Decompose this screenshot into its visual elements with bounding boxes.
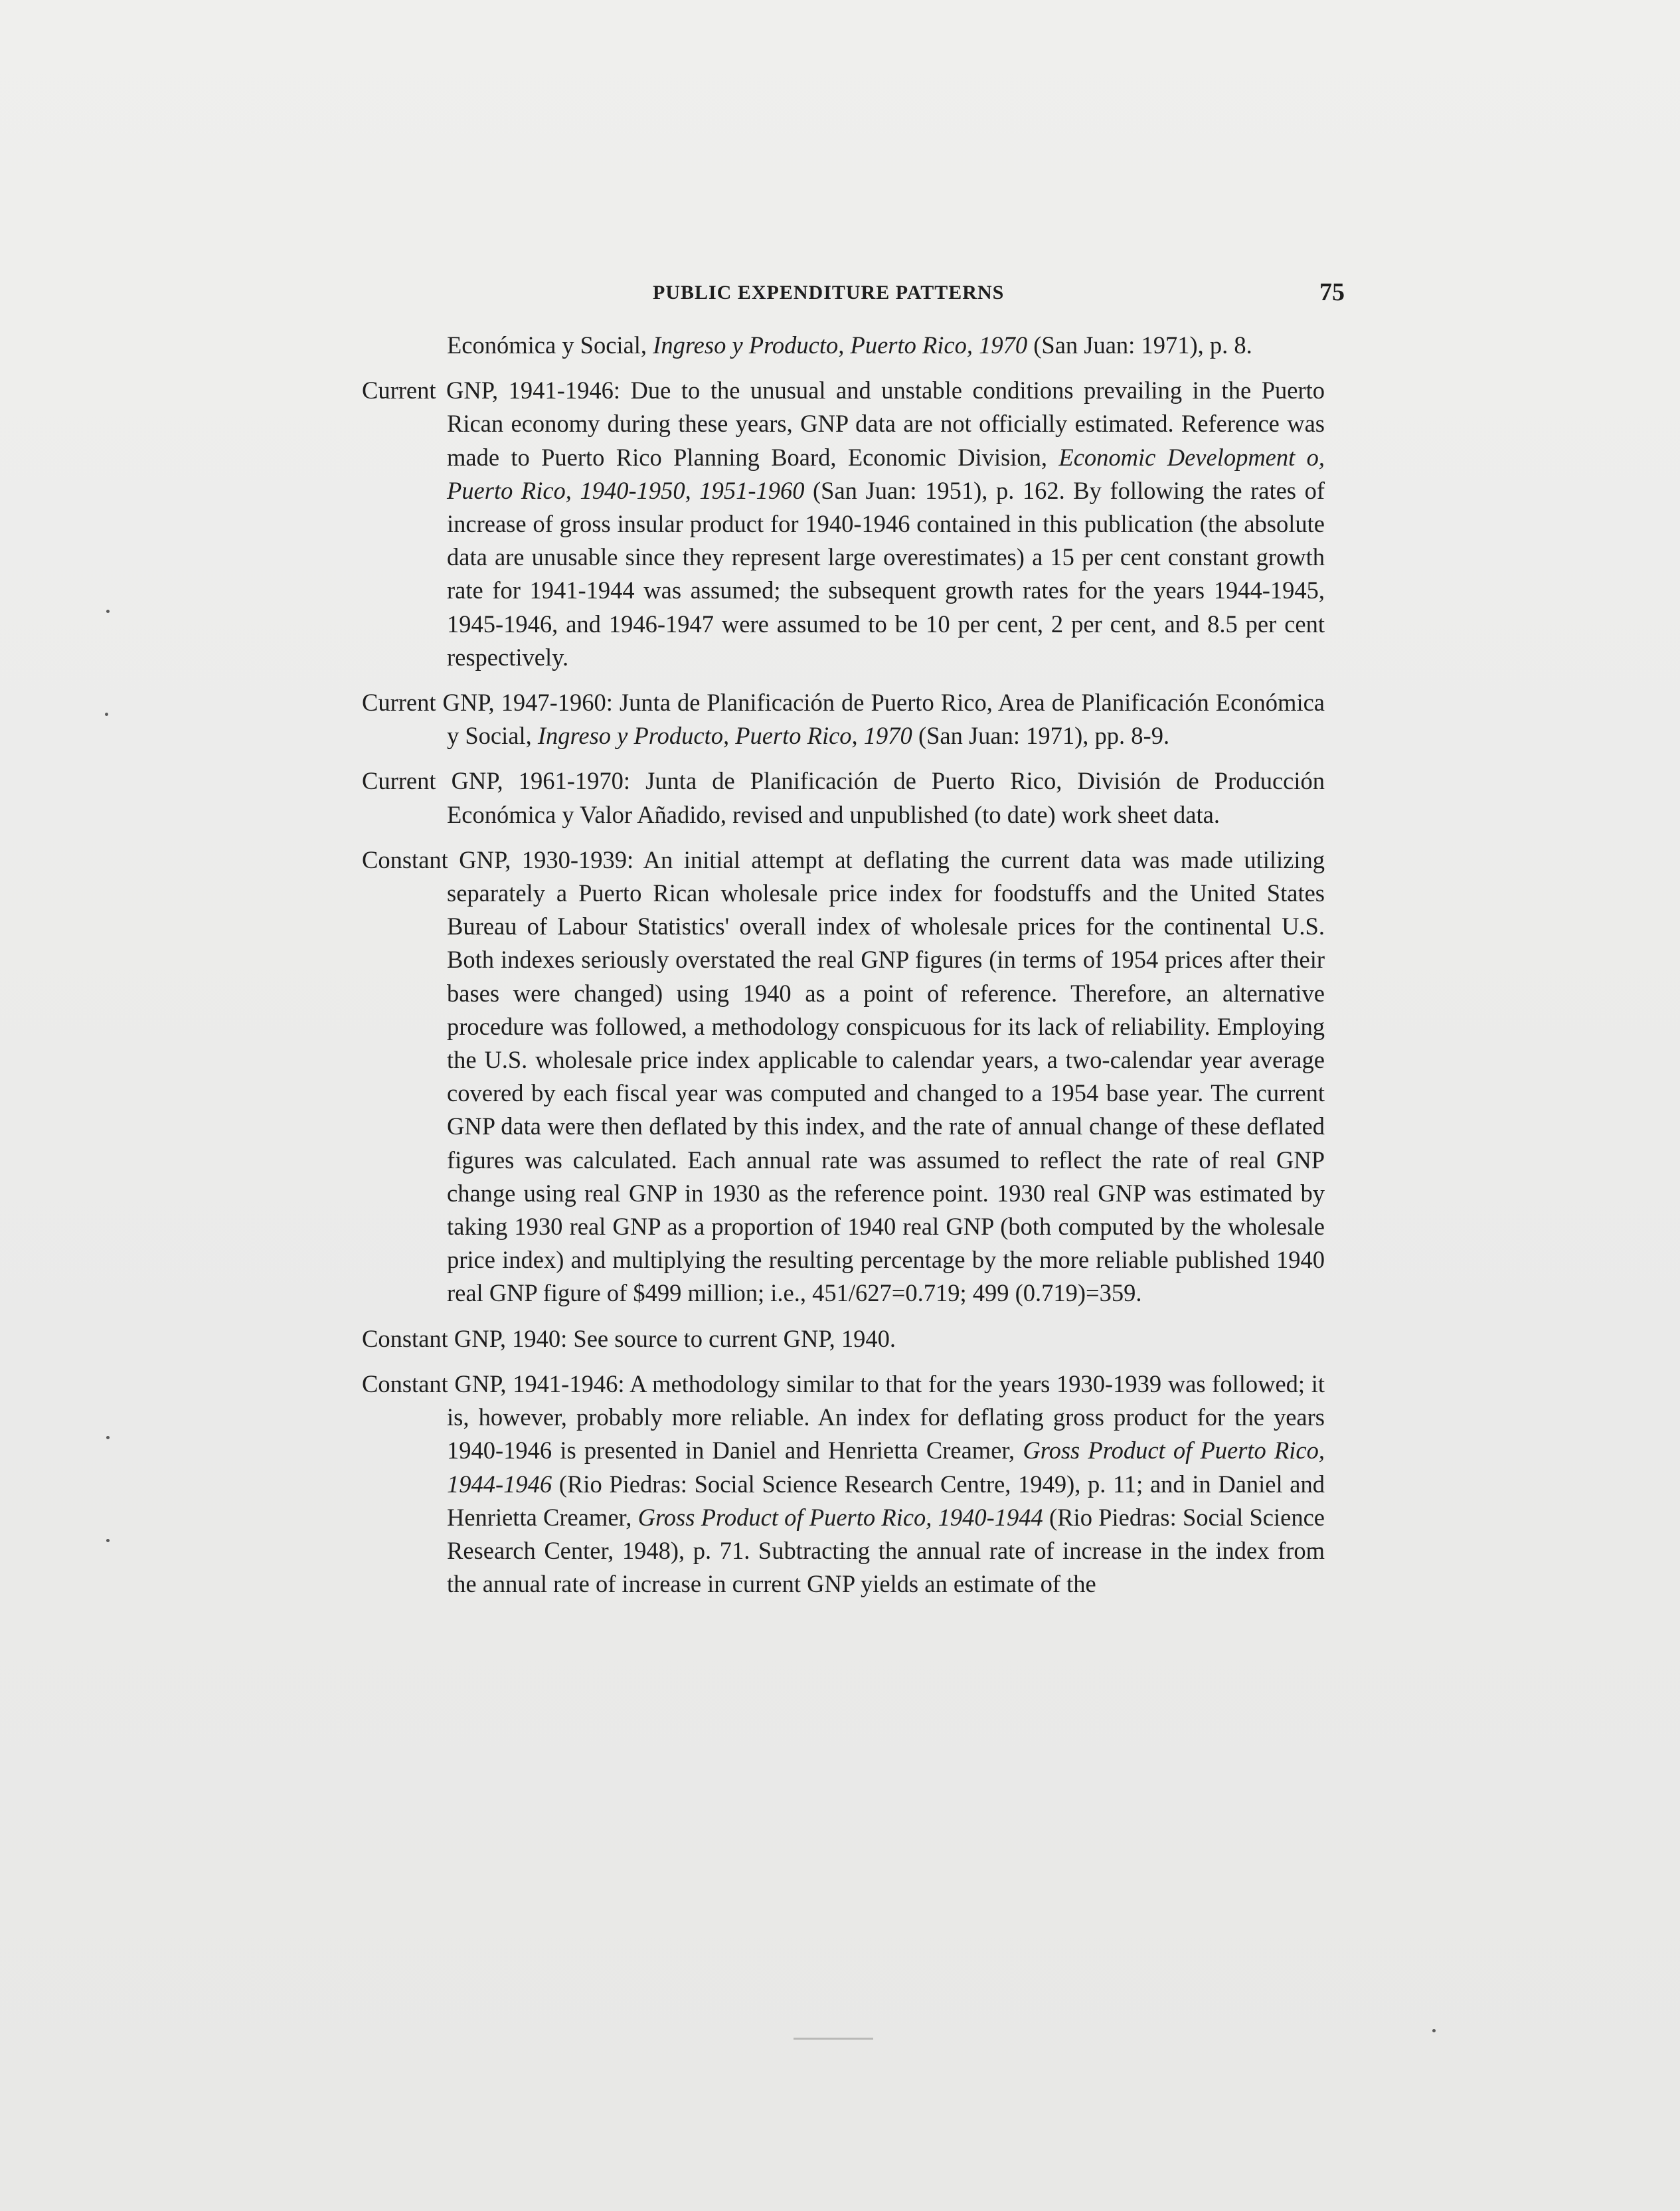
italic-title: Economic Development o, Puerto Rico, 1940-1950, 1951-1960 [447, 443, 1325, 504]
source-entry [362, 329, 1325, 362]
scan-speck [106, 1539, 110, 1542]
source-entry [362, 843, 1325, 1310]
source-entry [362, 1368, 1325, 1601]
scan-speck [106, 1436, 110, 1439]
entry-text: (San Juan: 1951), p. 162. By following the rates of increase of gross insular product for 1940-1946 contained in this publication (the absolute data are unusable since they represent large overestimates) a 15 per cent constant growth rate for 1941-1944 was assumed; the subsequent growth rates for the years 1944-1945, 1945-1946, and 1946-1947 were assumed to be 10 per cent, 2 per cent, and 8.5 per cent respectively. [447, 476, 1325, 671]
source-entry [362, 686, 1325, 752]
source-entry [362, 764, 1325, 831]
italic-title: Gross Product of Puerto Rico, 1940-1944 [637, 1503, 1043, 1531]
italic-title: Ingreso y Producto, Puerto Rico, 1970 [653, 331, 1028, 359]
entry-text: (San Juan: 1971), pp. 8-9. [912, 722, 1170, 750]
source-entry [362, 374, 1325, 674]
scan-speck [105, 713, 108, 716]
entry-text: Current GNP, 1961-1970: Junta de Planificación de Puerto Rico, División de Producción Económica y Valor Añadido, revised and unpublished (to date) work sheet data. [362, 767, 1325, 828]
entry-text: (Rio Piedras: Social Science Research Center, 1948), p. 71. Subtracting the annual rate of increase in the index from the annual rate of increase in current GNP yields an estimate of the [447, 1503, 1325, 1598]
entry-text: Current GNP, 1947-1960: Junta de Planificación de Puerto Rico, Area de Planificación Económica y Social, [362, 689, 1325, 750]
entry-text: Constant GNP, 1941-1946: A methodology similar to that for the years 1930-1939 was followed; it is, however, probably more reliable. An index for deflating gross product for the years 1940-1946 is presented in Daniel and Henrietta Creamer, [362, 1370, 1325, 1464]
scan-smudge [794, 2038, 873, 2040]
scan-speck [1432, 2029, 1436, 2032]
page-number: 75 [1319, 278, 1345, 306]
entry-text: (Rio Piedras: Social Science Research Centre, 1949), p. 11; and in Daniel and Henrietta Creamer, [447, 1470, 1325, 1531]
entry-text: Constant GNP, 1930-1939: An initial attempt at deflating the current data was made utilizing separately a Puerto Rican wholesale price index for foodstuffs and the United States Bureau of Labour Statistics' overall index of wholesale prices for the continental U.S. Both indexes seriously overstated the real GNP figures (in terms of 1954 prices after their bases were changed) using 1940 as a point of reference. Therefore, an alternative procedure was followed, a methodology conspicuous for its lack of reliability. Employing the U.S. wholesale price index applicable to calendar years, a two-calendar year average covered by each fiscal year was computed and changed to a 1954 base year. The current GNP data were then deflated by this index, and the rate of annual change of these deflated figures was calculated. Each annual rate was assumed to reflect the rate of real GNP change using real GNP in 1930 as the reference point. 1930 real GNP was estimated by taking 1930 real GNP as a proportion of 1940 real GNP (both computed by the wholesale price index) and multiplying the resulting percentage by the more reliable published 1940 real GNP figure of $499 million; i.e., 451/627=0.719; 499 (0.719)=359. [362, 845, 1325, 1307]
entry-text: Económica y Social, [447, 331, 653, 359]
source-entry [362, 1322, 1325, 1356]
entry-text: Current GNP, 1941-1946: Due to the unusual and unstable conditions prevailing in the Puerto Rican economy during these years, GNP data are not officially estimated. Reference was made to Puerto Rico Planning Board, Economic Division, [362, 377, 1325, 471]
italic-title: Ingreso y Producto, Puerto Rico, 1970 [537, 722, 912, 750]
entry-text: (San Juan: 1971), p. 8. [1027, 331, 1252, 359]
italic-title: Gross Product of Puerto Rico, 1944-1946 [447, 1437, 1325, 1498]
text-body [362, 329, 1325, 1613]
page-header [362, 278, 1345, 311]
running-head: PUBLIC EXPENDITURE PATTERNS [653, 282, 1005, 304]
entry-text: Constant GNP, 1940: See source to current GNP, 1940. [362, 1324, 896, 1352]
scan-speck [106, 610, 110, 613]
